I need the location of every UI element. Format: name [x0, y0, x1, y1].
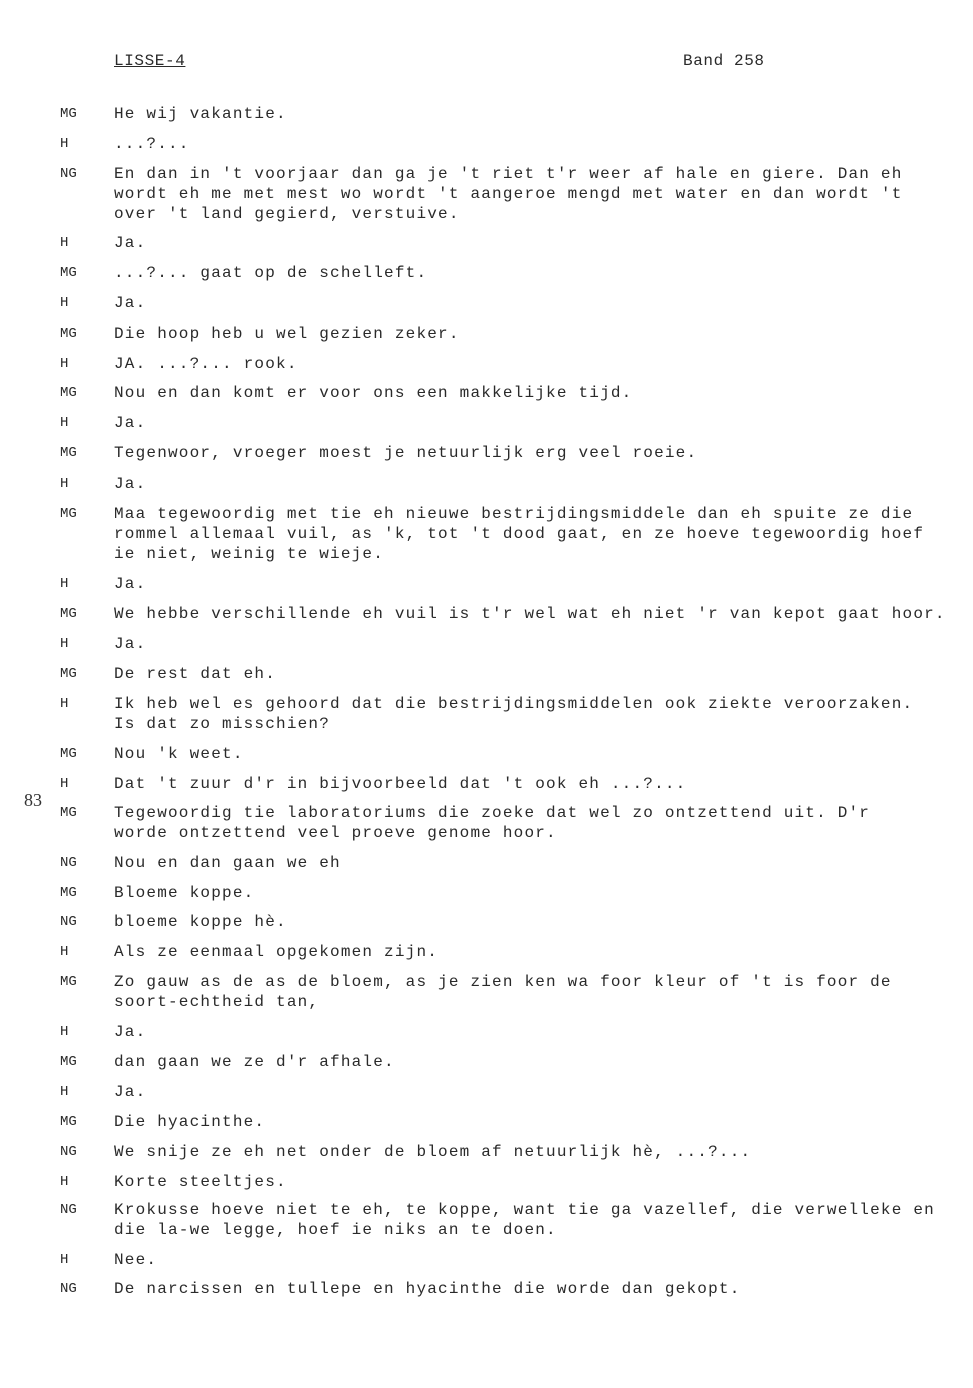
utterance-text — [114, 293, 146, 313]
utterance-line: Zo gauw as de as de bloem, as je zien ken wa foor kleur of 't is foor de — [114, 973, 892, 991]
utterance-text — [114, 443, 697, 463]
utterance-text — [114, 263, 427, 283]
utterance-text — [114, 1279, 741, 1299]
speaker-label: MG — [60, 385, 77, 401]
utterance-line: Korte steeltjes. — [114, 1173, 287, 1191]
utterance-line: Die hoop heb u wel gezien zeker. — [114, 325, 460, 343]
speaker-label: MG — [60, 265, 77, 281]
utterance-text — [114, 104, 287, 124]
utterance-line: En dan in 't voorjaar dan ga je 't riet t'r weer af hale en giere. Dan eh — [114, 165, 903, 183]
band-number: Band 258 — [683, 52, 765, 70]
utterance-text — [114, 912, 287, 932]
speaker-label: MG — [60, 885, 77, 901]
utterance-line: ...?... gaat op de schelleft. — [114, 264, 428, 282]
speaker-label: MG — [60, 974, 77, 990]
utterance-text — [114, 803, 870, 843]
utterance-text — [114, 694, 913, 734]
utterance-text — [114, 383, 632, 403]
utterance-line: Ik heb wel es gehoord dat die bestrijdingsmiddelen ook ziekte veroorzaken. — [114, 695, 914, 713]
speaker-label: H — [60, 136, 69, 152]
utterance-text — [114, 853, 341, 873]
utterance-text — [114, 233, 146, 253]
utterance-text — [114, 474, 146, 494]
speaker-label: MG — [60, 746, 77, 762]
utterance-line: over 't land gegierd, verstuive. — [114, 205, 460, 223]
utterance-line: Ja. — [114, 234, 147, 252]
speaker-label: NG — [60, 855, 77, 871]
speaker-label: MG — [60, 1054, 77, 1070]
utterance-line: Nou en dan komt er voor ons een makkelijke tijd. — [114, 384, 633, 402]
utterance-text — [114, 664, 276, 684]
utterance-line: We snije ze eh net onder de bloem af netuurlijk hè, ...?... — [114, 1143, 752, 1161]
utterance-line: wordt eh me met mest wo wordt 't aangeroe mengd met water en dan wordt 't — [114, 185, 903, 203]
utterance-text — [114, 134, 190, 154]
utterance-line: die la-we legge, hoef ie niks an te doen. — [114, 1221, 557, 1239]
utterance-line: bloeme koppe hè. — [114, 913, 287, 931]
utterance-line: We hebbe verschillende eh vuil is t'r wel wat eh niet 'r van kepot gaat hoor. — [114, 605, 946, 623]
speaker-label: NG — [60, 1202, 77, 1218]
speaker-label: H — [60, 576, 69, 592]
utterance-line: rommel allemaal vuil, as 'k, tot 't dood gaat, en ze hoeve tegewoordig hoef — [114, 525, 925, 543]
speaker-label: MG — [60, 106, 77, 122]
utterance-text — [114, 744, 244, 764]
utterance-line: Dat 't zuur d'r in bijvoorbeeld dat 't ook eh ...?... — [114, 775, 687, 793]
speaker-label: H — [60, 415, 69, 431]
utterance-line: Nee. — [114, 1251, 158, 1269]
speaker-label: NG — [60, 1144, 77, 1160]
utterance-text — [114, 504, 924, 564]
speaker-label: NG — [60, 166, 77, 182]
speaker-label: H — [60, 235, 69, 251]
utterance-line: Nou en dan gaan we eh — [114, 854, 341, 872]
utterance-text — [114, 1052, 395, 1072]
utterance-text — [114, 774, 686, 794]
speaker-label: H — [60, 1174, 69, 1190]
speaker-label: MG — [60, 805, 77, 821]
utterance-line: Tegenwoor, vroeger moest je netuurlijk erg veel roeie. — [114, 444, 698, 462]
speaker-label: NG — [60, 914, 77, 930]
margin-note: 83 — [24, 790, 42, 810]
utterance-text — [114, 1142, 751, 1162]
speaker-label: MG — [60, 445, 77, 461]
speaker-label: H — [60, 1084, 69, 1100]
utterance-line: Ja. — [114, 414, 147, 432]
speaker-label: H — [60, 476, 69, 492]
utterance-text — [114, 324, 460, 344]
utterance-line: Ja. — [114, 475, 147, 493]
speaker-label: H — [60, 636, 69, 652]
utterance-line: De narcissen en tullepe en hyacinthe die worde dan gekopt. — [114, 1280, 741, 1298]
utterance-text — [114, 1112, 265, 1132]
utterance-text — [114, 1022, 146, 1042]
speaker-label: H — [60, 295, 69, 311]
utterance-line: Nou 'k weet. — [114, 745, 244, 763]
utterance-line: Die hyacinthe. — [114, 1113, 266, 1131]
utterance-text — [114, 972, 892, 1012]
utterance-line: De rest dat eh. — [114, 665, 277, 683]
utterance-text — [114, 1250, 157, 1270]
document-title: LISSE-4 — [114, 52, 186, 70]
speaker-label: MG — [60, 506, 77, 522]
speaker-label: MG — [60, 666, 77, 682]
utterance-text — [114, 1082, 146, 1102]
utterance-line: Ja. — [114, 294, 147, 312]
speaker-label: H — [60, 356, 69, 372]
speaker-label: NG — [60, 1281, 77, 1297]
utterance-line: worde ontzettend veel proeve genome hoor. — [114, 824, 557, 842]
speaker-label: H — [60, 1252, 69, 1268]
speaker-label: H — [60, 776, 69, 792]
speaker-label: MG — [60, 326, 77, 342]
utterance-line: Maa tegewoordig met tie eh nieuwe bestrijdingsmiddele dan eh spuite ze die — [114, 505, 914, 523]
utterance-line: Ja. — [114, 575, 147, 593]
speaker-label: MG — [60, 1114, 77, 1130]
speaker-label: H — [60, 944, 69, 960]
utterance-text — [114, 1172, 287, 1192]
utterance-text — [114, 634, 146, 654]
utterance-line: Bloeme koppe. — [114, 884, 255, 902]
utterance-line: Als ze eenmaal opgekomen zijn. — [114, 943, 439, 961]
utterance-line: soort-echtheid tan, — [114, 993, 320, 1011]
utterance-line: Ja. — [114, 635, 147, 653]
speaker-label: H — [60, 696, 69, 712]
utterance-line: JA. ...?... rook. — [114, 355, 298, 373]
utterance-text — [114, 942, 438, 962]
utterance-text — [114, 574, 146, 594]
utterance-line: ...?... — [114, 135, 190, 153]
utterance-line: Ja. — [114, 1083, 147, 1101]
utterance-line: ie niet, weinig te wieje. — [114, 545, 385, 563]
utterance-line: dan gaan we ze d'r afhale. — [114, 1053, 395, 1071]
utterance-text — [114, 1200, 935, 1240]
utterance-line: Krokusse hoeve niet te eh, te koppe, want tie ga vazellef, die verwelleke en — [114, 1201, 935, 1219]
speaker-label: MG — [60, 606, 77, 622]
utterance-text — [114, 164, 903, 224]
utterance-line: Tegewoordig tie laboratoriums die zoeke dat wel zo ontzettend uit. D'r — [114, 804, 871, 822]
utterance-text — [114, 883, 254, 903]
utterance-line: Is dat zo misschien? — [114, 715, 331, 733]
utterance-text — [114, 354, 298, 374]
utterance-line: He wij vakantie. — [114, 105, 287, 123]
utterance-text — [114, 413, 146, 433]
utterance-line: Ja. — [114, 1023, 147, 1041]
speaker-label: H — [60, 1024, 69, 1040]
utterance-text — [114, 604, 946, 624]
